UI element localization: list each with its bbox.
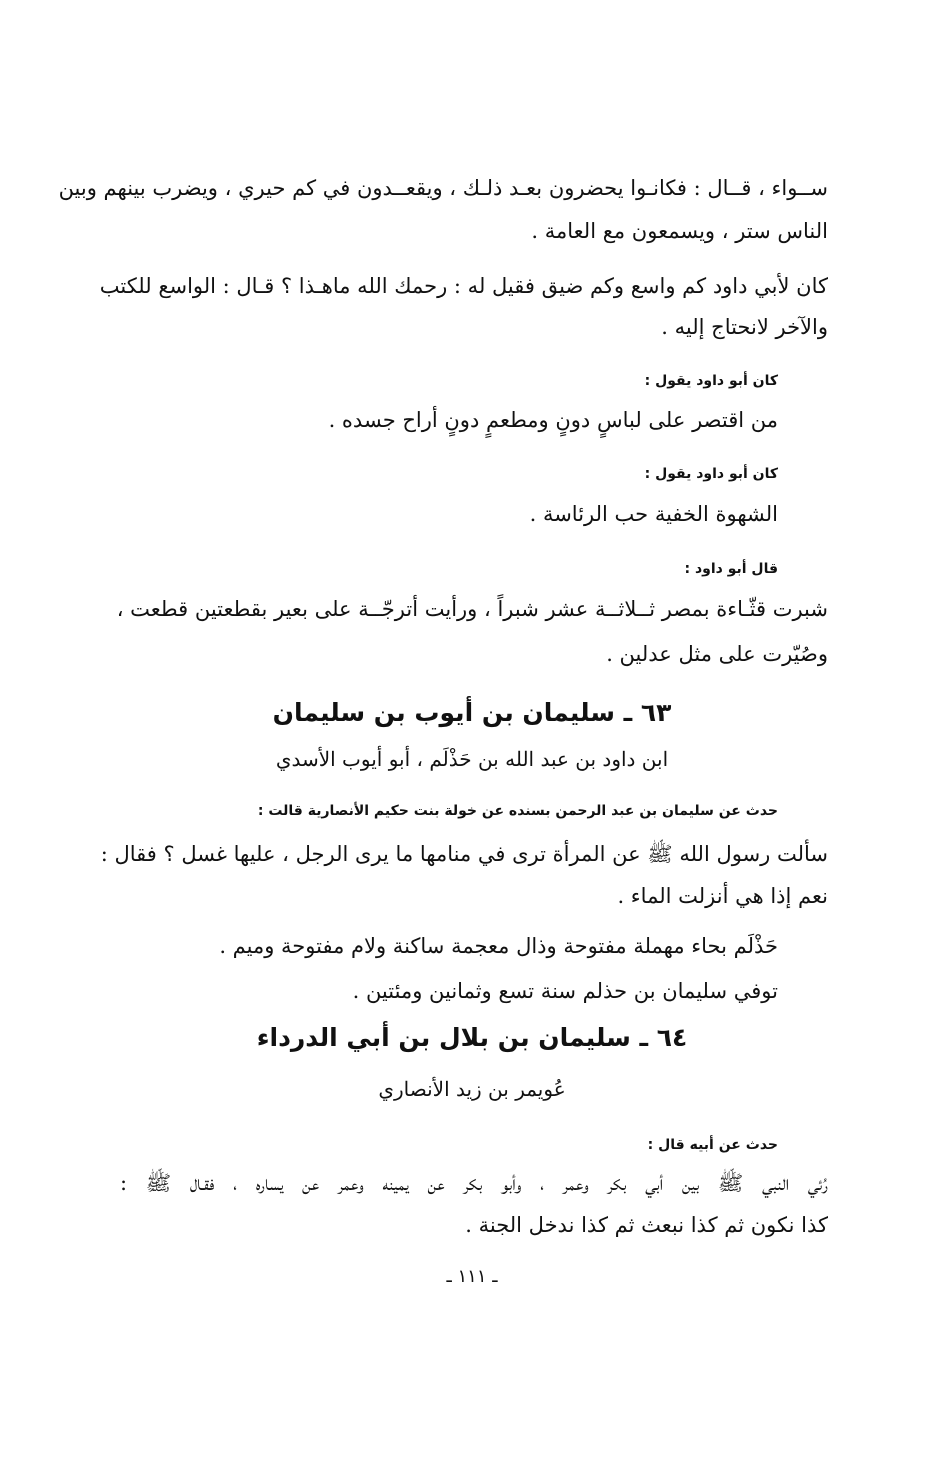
paragraph-line: وصُيّرت على مثل عدلين . — [606, 642, 828, 666]
paragraph-line: والآخر لانحتاج إليه . — [661, 315, 828, 339]
paragraph-line: ســواء ، قــال : فكانـوا يحضرون بعـد ذلـك ، ويقعــدون في كم حيري ، ويضرب بينهم وبين — [58, 176, 828, 200]
narration-label: قال أبو داود : — [684, 561, 778, 577]
note-line: توفي سليمان بن حذلم سنة تسع وثمانين ومئتين . — [352, 979, 778, 1003]
paragraph-line: سألت رسول الله ﷺ عن المرأة ترى في منامها ما يرى الرجل ، عليها غسل ؟ فقال : — [100, 842, 828, 866]
section-heading: ٦٣ ـ سليمان بن أيوب بن سليمان — [272, 698, 672, 727]
page-number: ـ ١١١ ـ — [446, 1266, 498, 1287]
paragraph-line: كان لأبي داود كم واسع وكم ضيق فقيل له : رحمك الله ماهـذا ؟ قـال : الواسع للكتب — [99, 274, 828, 298]
narration-label: حدث عن سليمان بن عبد الرحمن بسنده عن خولة بنت حكيم الأنصارية قالت : — [257, 803, 778, 819]
section-heading: ٦٤ ـ سليمان بن بلال بن أبي الدرداء — [256, 1023, 688, 1052]
quote-line: من اقتصر على لباسٍ دونٍ ومطعمٍ دونٍ أراح جسده . — [328, 408, 778, 432]
section-subheading: ابن داود بن عبد الله بن حَذْلَم ، أبو أيوب الأسدي — [275, 747, 669, 771]
paragraph-line: شبرت قثّـاءة بمصر ثــلاثــة عشر شبراً ، ورأيت أترجّــة على بعير بقطعتين قطعت ، — [116, 597, 828, 621]
quote-line: الشهوة الخفية حب الرئاسة . — [529, 502, 778, 526]
paragraph-line: نعم إذا هي أنزلت الماء . — [617, 884, 828, 908]
paragraph-line: الناس ستر ، ويسمعون مع العامة . — [531, 219, 828, 243]
paragraph-line: رُئي النبي ﷺ بين أبي بكر وعمر ، وأبو بكر عن يمينه وعمر عن يساره ، فقـال ﷺ : — [120, 1171, 828, 1195]
narration-label: كان أبو داود يقول : — [644, 466, 778, 482]
narration-label: كان أبو داود يقول : — [644, 373, 778, 389]
note-line: حَذْلَم بحاء مهملة مفتوحة وذال معجمة ساكنة ولام مفتوحة وميم . — [219, 934, 778, 958]
section-subheading: عُويمر بن زيد الأنصاري — [378, 1077, 566, 1101]
paragraph-line: كذا نكون ثم كذا نبعث ثم كذا ندخل الجنة . — [465, 1213, 828, 1237]
narration-label: حدث عن أبيه قال : — [647, 1137, 778, 1153]
